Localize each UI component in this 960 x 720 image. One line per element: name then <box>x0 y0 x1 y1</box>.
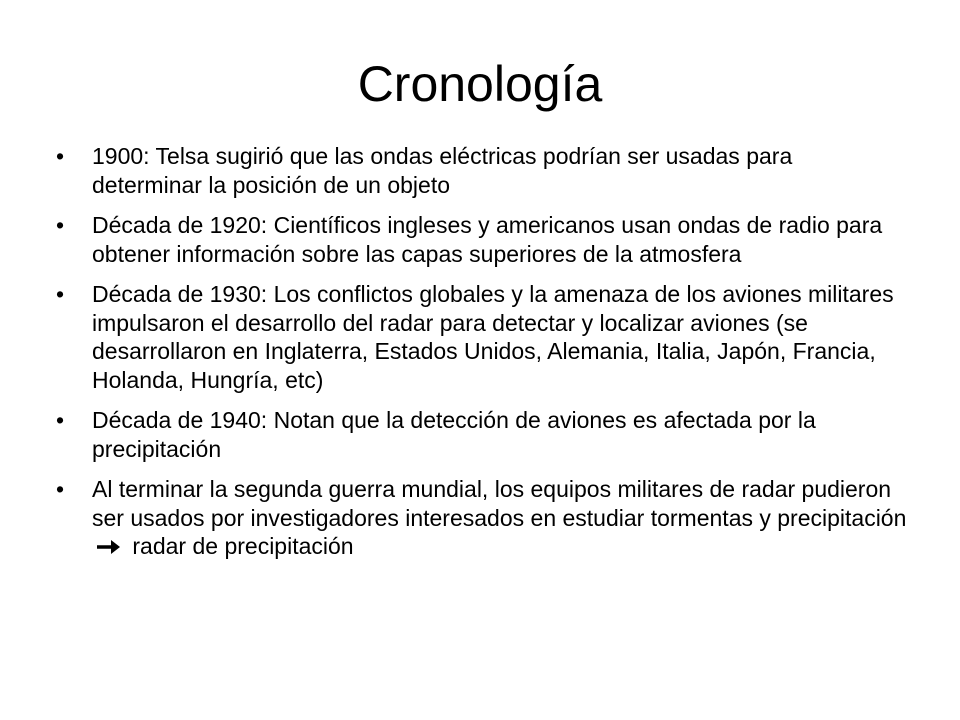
bullet-item-1930 <box>56 280 908 394</box>
bullet-text: Década de 1940: Notan que la detección de aviones es afectada por la precipitación <box>92 407 816 462</box>
bullet-icon: • <box>56 212 65 238</box>
bullet-icon: • <box>56 407 65 433</box>
bullet-icon: • <box>56 143 65 169</box>
right-arrow-icon <box>96 538 122 556</box>
bullet-item-1900 <box>56 142 908 199</box>
bullet-icon: • <box>56 281 65 307</box>
slide-title: Cronología <box>357 56 603 112</box>
bullet-item-1940 <box>56 406 908 463</box>
bullet-item-postwar <box>56 475 908 561</box>
bullet-item-1920 <box>56 211 908 268</box>
bullet-text: 1900: Telsa sugirió que las ondas eléctricas podrían ser usadas para determinar la posición de un objeto <box>92 143 793 198</box>
bullet-text: Al terminar la segunda guerra mundial, los equipos militares de radar pudieron ser usados por investigadores interesados en estudiar tormentas y precipitación <box>92 476 907 531</box>
bullet-icon: • <box>56 476 65 502</box>
bullet-list <box>56 142 908 573</box>
bullet-text: Década de 1920: Científicos ingleses y americanos usan ondas de radio para obtener información sobre las capas superiores de la atmosfera <box>92 212 883 267</box>
bullet-text: Década de 1930: Los conflictos globales y la amenaza de los aviones militares impulsaron el desarrollo del radar para detectar y localizar aviones (se desarrollaron en Inglaterra, Estados Unidos, Alemania, Italia, Japón, Francia, Holanda, Hungría, etc) <box>92 281 894 393</box>
bullet-text-result: radar de precipitación <box>132 533 354 559</box>
